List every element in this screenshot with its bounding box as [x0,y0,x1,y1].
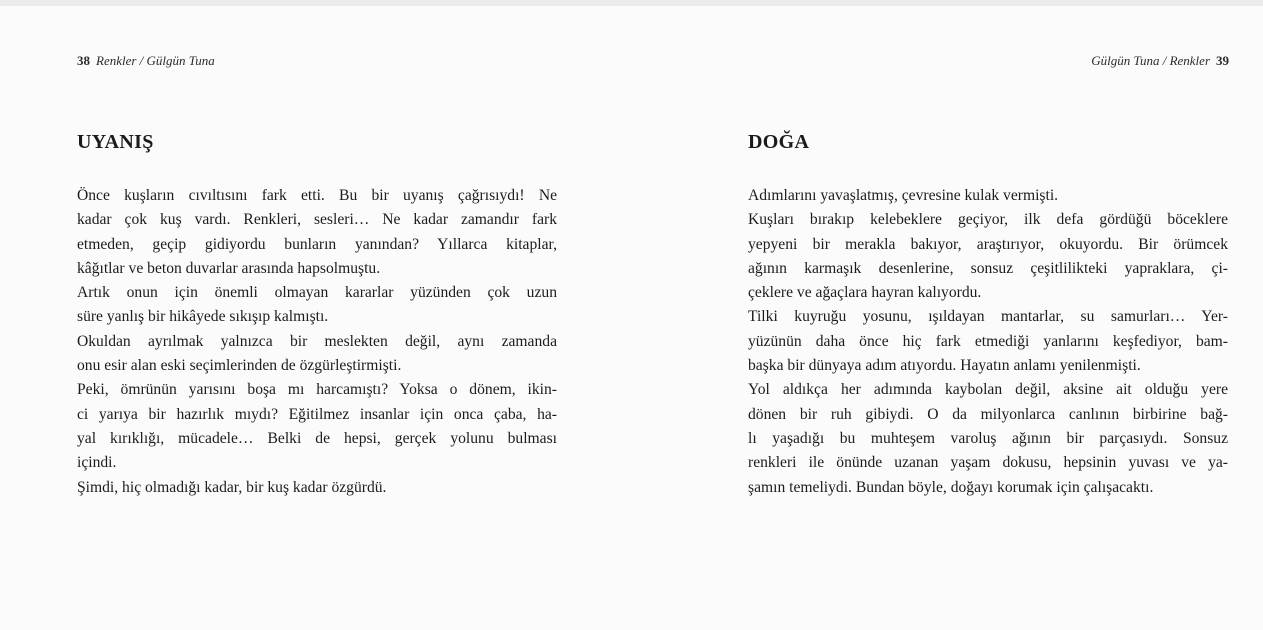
text-line: Artık onun için önemli olmayan kararlar yüzünden çok uzun [77,284,557,302]
text-line: kadar çok kuş vardı. Renkleri, sesleri… Ne kadar zamandır fark [77,211,557,229]
text-line: dönen bir ruh gibiydi. O da milyonlarca canlının birbirine bağ- [748,405,1228,423]
right-header-text: Gülgün Tuna / Renkler [1091,53,1210,68]
text-line: Kuşları bırakıp kelebeklere geçiyor, ilk defa gördüğü böceklere [748,211,1228,229]
text-line: Şimdi, hiç olmadığı kadar, bir kuş kadar özgürdü. [77,478,387,496]
text-line: Okuldan ayrılmak yalnızca bir meslekten değil, aynı zamanda [77,332,557,350]
left-header-text: Renkler / Gülgün Tuna [96,53,215,68]
text-line: Peki, ömrünün yarısını boşa mı harcamıştı? Yoksa o dönem, ikin- [77,381,557,399]
text-line: Önce kuşların cıvıltısını fark etti. Bu bir uyanış çağrısıydı! Ne [77,187,557,204]
left-running-head [77,53,215,69]
text-line: Yol aldıkça her adımında kaybolan değil, aksine ait olduğu yere [748,381,1228,399]
text-line: içindi. [77,454,117,472]
text-line: etmeden, geçip gidiyordu bunların yanından? Yıllarca kitaplar, [77,235,557,253]
book-spread [0,6,1263,630]
text-line: kâğıtlar ve beton duvarlar arasında hapsolmuştu. [77,259,381,277]
text-line: süre yanlış bir hikâyede sıkışıp kalmıştı. [77,308,329,326]
text-line: renkleri ile önünde uzanan yaşam dokusu, hepsinin yuvası ve ya- [748,454,1228,472]
text-line: yepyeni bir merakla bakıyor, araştırıyor, okuyordu. Bir örümcek [748,235,1228,253]
text-line: ağının karmaşık desenlerine, sonsuz çeşitlilikteki yapraklara, çi- [748,259,1228,277]
left-page [0,6,631,630]
left-body-text [77,184,557,500]
left-chapter-title: UYANIŞ [77,131,154,153]
text-line: başka bir dünyaya adım atıyordu. Hayatın anlamı yenilenmişti. [748,357,1141,375]
text-line: yal kırıklığı, mücadele… Belki de hepsi, gerçek yolunu bulması [77,429,557,447]
right-page-number: 39 [1216,53,1229,68]
text-line: şamın temeliydi. Bundan böyle, doğayı korumak için çalışacaktı. [748,478,1154,496]
text-line: çeklere ve ağaçlara hayran kalıyordu. [748,284,982,302]
right-page [631,6,1263,630]
text-line: Tilki kuyruğu yosunu, ışıldayan mantarlar, su samurları… Yer- [748,308,1228,326]
text-line: lı yaşadığı bu muhteşem varoluş ağının bir parçasıydı. Sonsuz [748,429,1228,447]
right-body-text [748,184,1228,500]
text-line: yüzünün daha önce hiç fark etmediği yanlarını keşfediyor, bam- [748,332,1228,350]
left-page-number: 38 [77,53,90,68]
text-line: onu esir alan eski seçimlerinden de özgürleştirmişti. [77,357,402,375]
right-chapter-title: DOĞA [748,131,810,153]
text-line: Adımlarını yavaşlatmış, çevresine kulak vermişti. [748,187,1059,204]
right-running-head [1091,53,1229,69]
text-line: ci yarıya bir hazırlık mıydı? Eğitilmez insanlar için onca çaba, ha- [77,405,557,423]
